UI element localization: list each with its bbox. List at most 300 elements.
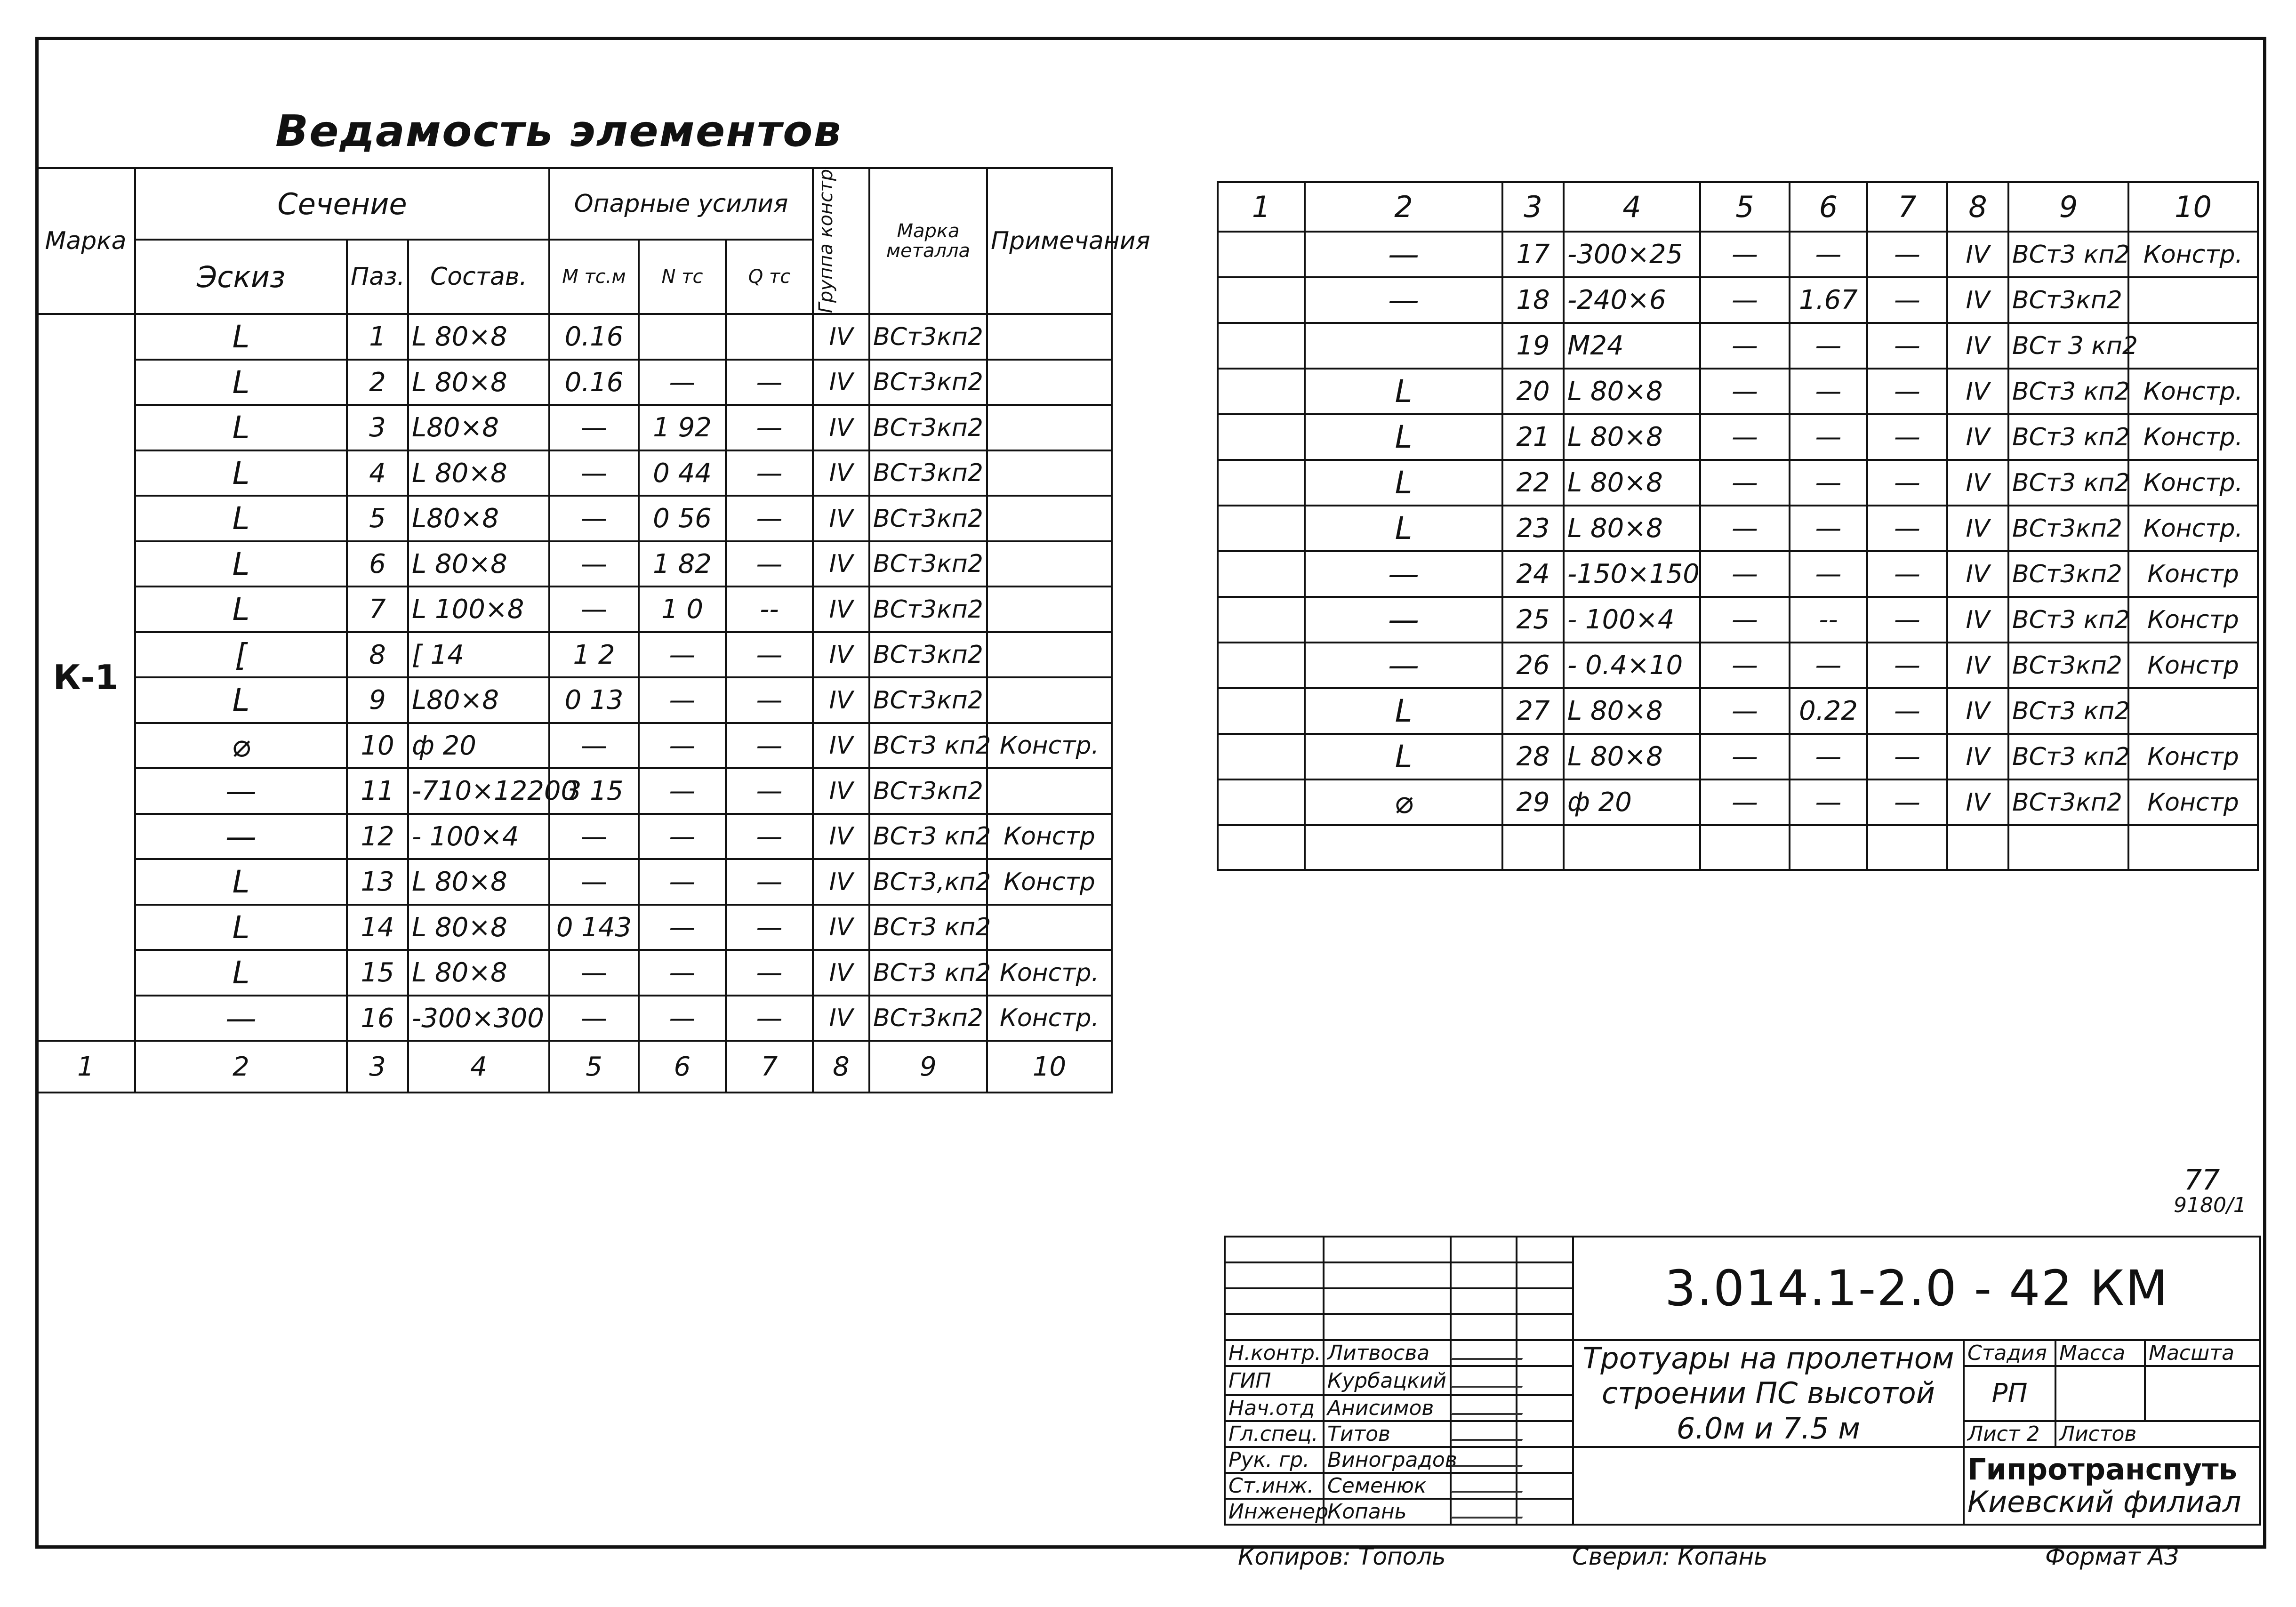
- m-cell: —: [549, 723, 639, 769]
- signature-mark: [1452, 1477, 1528, 1493]
- n-cell: —: [639, 677, 726, 723]
- sketch-cell: —: [1305, 597, 1502, 643]
- note-cell: [2128, 688, 2258, 734]
- note-cell: Констр: [2128, 779, 2258, 825]
- note-cell: [987, 632, 1112, 678]
- pos-cell: 6: [347, 541, 408, 587]
- table-row: [36, 768, 1112, 814]
- sketch-cell: L: [135, 859, 347, 905]
- table-row: [36, 314, 1112, 360]
- metal-cell: ВСт3кп2: [869, 450, 987, 496]
- signature-row: [1225, 1340, 2260, 1366]
- q-cell: —: [726, 859, 813, 905]
- sketch-cell: L: [1305, 414, 1502, 460]
- sketch-cell: L: [135, 950, 347, 996]
- pos-cell: 25: [1502, 597, 1564, 643]
- m-cell: 0 13: [549, 677, 639, 723]
- n-cell: --: [1790, 597, 1867, 643]
- pos-cell: 11: [347, 768, 408, 814]
- q-cell: --: [726, 587, 813, 632]
- header-composition: Состав.: [408, 240, 549, 314]
- mass-value: [2055, 1366, 2145, 1421]
- composition-cell: -300×300: [408, 996, 549, 1041]
- group-cell: IV: [813, 360, 869, 405]
- composition-cell: L 80×8: [408, 314, 549, 360]
- header-metal: Марка металла: [869, 168, 987, 314]
- pos-cell: 18: [1502, 277, 1564, 323]
- header-m: M тс.м: [549, 240, 639, 314]
- sketch-cell: —: [1305, 643, 1502, 688]
- note-cell: Констр: [2128, 643, 2258, 688]
- signature-row: [1225, 1447, 2260, 1473]
- sketch-cell: L: [1305, 688, 1502, 734]
- table-row: [36, 723, 1112, 769]
- metal-cell: ВСт3кп2: [2008, 506, 2128, 551]
- table-row: [1218, 779, 2258, 825]
- signature-mark: [1452, 1372, 1528, 1388]
- q-cell: —: [1867, 369, 1947, 414]
- metal-cell: ВСт3 кп2: [869, 905, 987, 950]
- empty-cell: [1947, 825, 2008, 870]
- group-cell: IV: [813, 496, 869, 541]
- mark-cell: [1218, 277, 1305, 323]
- composition-cell: - 100×4: [408, 814, 549, 860]
- pos-cell: 19: [1502, 323, 1564, 369]
- mark-cell: [1218, 506, 1305, 551]
- signature: [1451, 1499, 1517, 1525]
- pos-cell: 2: [347, 360, 408, 405]
- group-cell: IV: [1947, 323, 2008, 369]
- sketch-cell: [: [135, 632, 347, 678]
- column-number: 8: [1947, 182, 2008, 232]
- q-cell: —: [1867, 597, 1947, 643]
- metal-cell: ВСт3кп2: [2008, 551, 2128, 597]
- q-cell: —: [726, 814, 813, 860]
- q-cell: —: [1867, 277, 1947, 323]
- drawing-description: Тротуары на пролетном строении ПС высотой 6.0м и 7.5 м: [1573, 1340, 1964, 1447]
- header-pos: Паз.: [347, 240, 408, 314]
- composition-cell: M24: [1564, 323, 1700, 369]
- metal-cell: ВСт3кп2: [869, 360, 987, 405]
- q-cell: —: [726, 450, 813, 496]
- composition-cell: L 80×8: [408, 859, 549, 905]
- m-cell: —: [549, 950, 639, 996]
- pos-cell: 8: [347, 632, 408, 678]
- note-cell: Констр.: [987, 950, 1112, 996]
- empty-cell: [1867, 825, 1947, 870]
- column-number: 4: [1564, 182, 1700, 232]
- sketch-cell: —: [1305, 551, 1502, 597]
- right-header-row: [1218, 182, 2258, 232]
- table-row: [1218, 597, 2258, 643]
- note-cell: [987, 314, 1112, 360]
- column-number: 7: [1867, 182, 1947, 232]
- m-cell: —: [1700, 779, 1790, 825]
- signature: [1451, 1340, 1517, 1366]
- header-note: Примечания: [987, 168, 1112, 314]
- m-cell: —: [1700, 597, 1790, 643]
- pos-cell: 1: [347, 314, 408, 360]
- group-cell: IV: [813, 859, 869, 905]
- table-row: [36, 996, 1112, 1041]
- n-cell: —: [639, 996, 726, 1041]
- group-cell: IV: [1947, 688, 2008, 734]
- group-cell: IV: [1947, 506, 2008, 551]
- pos-cell: 29: [1502, 779, 1564, 825]
- m-cell: —: [549, 405, 639, 450]
- table-row: [36, 450, 1112, 496]
- group-cell: IV: [813, 587, 869, 632]
- group-cell: IV: [1947, 277, 2008, 323]
- m-cell: —: [1700, 414, 1790, 460]
- metal-cell: ВСт3кп2: [869, 768, 987, 814]
- group-cell: IV: [813, 905, 869, 950]
- elements-table-right: [1217, 181, 2259, 871]
- n-cell: 0 56: [639, 496, 726, 541]
- m-cell: 3 15: [549, 768, 639, 814]
- q-cell: —: [726, 723, 813, 769]
- empty-cell: [1700, 825, 1790, 870]
- table-row: [36, 587, 1112, 632]
- sketch-cell: L: [135, 405, 347, 450]
- table-row: [36, 905, 1112, 950]
- footer-row: [36, 1041, 1112, 1093]
- header-group: Группа констр: [813, 168, 869, 314]
- metal-cell: ВСт3кп2: [869, 405, 987, 450]
- composition-cell: L 80×8: [408, 450, 549, 496]
- person-name: Курбацкий: [1324, 1366, 1451, 1395]
- mark-cell: [1218, 597, 1305, 643]
- n-cell: —: [639, 814, 726, 860]
- signature-mark: [1452, 1503, 1528, 1519]
- m-cell: —: [1700, 369, 1790, 414]
- mark-cell: [1218, 688, 1305, 734]
- pos-cell: 5: [347, 496, 408, 541]
- composition-cell: L 80×8: [1564, 734, 1700, 779]
- note-cell: Констр.: [987, 996, 1112, 1041]
- m-cell: —: [549, 450, 639, 496]
- table-row: [1218, 734, 2258, 779]
- pos-cell: 4: [347, 450, 408, 496]
- n-cell: —: [639, 905, 726, 950]
- n-cell: 0 44: [639, 450, 726, 496]
- column-number: 6: [639, 1041, 726, 1093]
- composition-cell: L 80×8: [1564, 506, 1700, 551]
- mark-cell: [1218, 643, 1305, 688]
- composition-cell: L 80×8: [1564, 369, 1700, 414]
- m-cell: —: [1700, 460, 1790, 506]
- note-cell: [987, 677, 1112, 723]
- role-label: Ст.инж.: [1225, 1473, 1324, 1499]
- empty-cell: [2128, 825, 2258, 870]
- n-cell: —: [1790, 323, 1867, 369]
- signature: [1451, 1447, 1517, 1473]
- sketch-cell: L: [135, 541, 347, 587]
- header-sketch: Эскиз: [135, 240, 347, 314]
- n-cell: —: [1790, 779, 1867, 825]
- metal-cell: ВСт3кп2: [869, 496, 987, 541]
- note-cell: [987, 496, 1112, 541]
- note-cell: [987, 360, 1112, 405]
- n-cell: —: [1790, 551, 1867, 597]
- mark-cell: [1218, 551, 1305, 597]
- metal-cell: ВСт3 кп2: [869, 723, 987, 769]
- pos-cell: 7: [347, 587, 408, 632]
- metal-cell: ВСт3 кп2: [2008, 734, 2128, 779]
- pos-cell: 24: [1502, 551, 1564, 597]
- sketch-cell: [1305, 323, 1502, 369]
- table-row: [36, 360, 1112, 405]
- column-number: 1: [1218, 182, 1305, 232]
- composition-cell: L 80×8: [408, 905, 549, 950]
- scale-value: [2145, 1366, 2260, 1421]
- note-cell: Констр.: [2128, 232, 2258, 277]
- n-cell: 1 92: [639, 405, 726, 450]
- metal-cell: ВСт3кп2: [869, 996, 987, 1041]
- role-label: Нач.отд: [1225, 1395, 1324, 1421]
- q-cell: —: [726, 768, 813, 814]
- signature-mark: [1452, 1399, 1528, 1415]
- metal-cell: ВСт3 кп2: [2008, 414, 2128, 460]
- column-number: 5: [1700, 182, 1790, 232]
- composition-cell: [ 14: [408, 632, 549, 678]
- note-cell: Констр: [2128, 551, 2258, 597]
- metal-cell: ВСт3 кп2: [2008, 460, 2128, 506]
- empty-cell: [2008, 825, 2128, 870]
- column-number: 9: [869, 1041, 987, 1093]
- table-row: [36, 632, 1112, 678]
- m-cell: 0 143: [549, 905, 639, 950]
- q-cell: —: [1867, 734, 1947, 779]
- composition-cell: L 80×8: [1564, 688, 1700, 734]
- table-row: [36, 859, 1112, 905]
- m-cell: —: [1700, 323, 1790, 369]
- note-cell: Констр.: [2128, 414, 2258, 460]
- group-cell: IV: [1947, 551, 2008, 597]
- table-row: [1218, 277, 2258, 323]
- m-cell: —: [549, 859, 639, 905]
- note-cell: Констр: [2128, 597, 2258, 643]
- mark-cell: [1218, 460, 1305, 506]
- pos-cell: 14: [347, 905, 408, 950]
- q-cell: —: [1867, 779, 1947, 825]
- sketch-cell: —: [135, 996, 347, 1041]
- sheets-label: Листов: [2055, 1421, 2260, 1447]
- n-cell: —: [1790, 734, 1867, 779]
- empty-cell: [1305, 825, 1502, 870]
- composition-cell: L 80×8: [408, 541, 549, 587]
- mark-cell: [1218, 323, 1305, 369]
- composition-cell: - 100×4: [1564, 597, 1700, 643]
- n-cell: 0.22: [1790, 688, 1867, 734]
- pos-cell: 26: [1502, 643, 1564, 688]
- role-label: ГИП: [1225, 1366, 1324, 1395]
- mark-cell: [1218, 232, 1305, 277]
- note-cell: [987, 905, 1112, 950]
- metal-cell: ВСт3,кп2: [869, 859, 987, 905]
- note-cell: [987, 450, 1112, 496]
- sketch-cell: L: [1305, 369, 1502, 414]
- note-cell: [987, 541, 1112, 587]
- metal-cell: ВСт3 кп2: [869, 950, 987, 996]
- m-cell: 1 2: [549, 632, 639, 678]
- metal-cell: ВСт3кп2: [2008, 643, 2128, 688]
- mark-cell: [1218, 414, 1305, 460]
- elements-table-left: [35, 167, 1150, 1093]
- sketch-cell: L: [135, 314, 347, 360]
- signature: [1451, 1366, 1517, 1395]
- sketch-cell: L: [1305, 506, 1502, 551]
- m-cell: —: [1700, 232, 1790, 277]
- column-number: 2: [1305, 182, 1502, 232]
- group-cell: IV: [813, 405, 869, 450]
- q-cell: —: [726, 996, 813, 1041]
- group-cell: IV: [1947, 414, 2008, 460]
- empty-cell: [1502, 825, 1564, 870]
- n-cell: —: [1790, 506, 1867, 551]
- header-mark: Марка: [36, 168, 135, 314]
- pos-cell: 28: [1502, 734, 1564, 779]
- pos-cell: 10: [347, 723, 408, 769]
- header-forces: Опарные усилия: [549, 168, 813, 240]
- person-name: Анисимов: [1324, 1395, 1451, 1421]
- column-number: 10: [987, 1041, 1112, 1093]
- sketch-cell: —: [135, 768, 347, 814]
- n-cell: —: [639, 723, 726, 769]
- composition-cell: L 80×8: [408, 950, 549, 996]
- q-cell: —: [726, 950, 813, 996]
- q-cell: —: [726, 677, 813, 723]
- q-cell: —: [1867, 506, 1947, 551]
- n-cell: —: [1790, 460, 1867, 506]
- composition-cell: ф 20: [408, 723, 549, 769]
- q-cell: —: [1867, 232, 1947, 277]
- q-cell: —: [1867, 688, 1947, 734]
- column-number: 6: [1790, 182, 1867, 232]
- pos-cell: 20: [1502, 369, 1564, 414]
- group-cell: IV: [813, 314, 869, 360]
- column-number: 4: [408, 1041, 549, 1093]
- document-code: 3.014.1-2.0 - 42 КМ: [1573, 1237, 2260, 1340]
- m-cell: —: [1700, 277, 1790, 323]
- mark-cell: [1218, 369, 1305, 414]
- mark-value: К-1: [36, 314, 135, 1041]
- group-cell: IV: [813, 450, 869, 496]
- metal-cell: ВСт3кп2: [869, 314, 987, 360]
- table-row: [1218, 506, 2258, 551]
- checked-by: Сверил: Копань: [1572, 1543, 1768, 1570]
- group-cell: IV: [813, 677, 869, 723]
- q-cell: —: [726, 905, 813, 950]
- q-cell: —: [1867, 323, 1947, 369]
- person-name: Семенюк: [1324, 1473, 1451, 1499]
- pos-cell: 9: [347, 677, 408, 723]
- metal-cell: ВСт3 кп2: [2008, 688, 2128, 734]
- q-cell: [726, 314, 813, 360]
- sketch-cell: L: [135, 677, 347, 723]
- sheet-code: 9180/1: [2174, 1193, 2247, 1217]
- metal-cell: ВСт3 кп2: [2008, 369, 2128, 414]
- m-cell: —: [549, 587, 639, 632]
- group-cell: IV: [813, 541, 869, 587]
- table-row: [36, 541, 1112, 587]
- n-cell: —: [639, 859, 726, 905]
- m-cell: —: [1700, 734, 1790, 779]
- composition-cell: L80×8: [408, 496, 549, 541]
- person-name: Титов: [1324, 1421, 1451, 1447]
- metal-cell: ВСт3кп2: [869, 632, 987, 678]
- composition-cell: L 80×8: [408, 360, 549, 405]
- table-row: [1218, 460, 2258, 506]
- role-label: Н.контр.: [1225, 1340, 1324, 1366]
- pos-cell: 16: [347, 996, 408, 1041]
- table-row: [1218, 232, 2258, 277]
- pos-cell: 22: [1502, 460, 1564, 506]
- note-cell: Констр.: [2128, 506, 2258, 551]
- empty-block: [1573, 1447, 1964, 1525]
- signature-mark: [1452, 1425, 1528, 1441]
- composition-cell: - 0.4×10: [1564, 643, 1700, 688]
- copied-by: Копиров: Тополь: [1238, 1543, 1446, 1570]
- organization: [1964, 1447, 2260, 1525]
- sketch-cell: L: [135, 496, 347, 541]
- group-cell: IV: [1947, 779, 2008, 825]
- mass-label: Масса: [2055, 1340, 2145, 1366]
- m-cell: —: [549, 541, 639, 587]
- metal-cell: ВСт3 кп2: [869, 814, 987, 860]
- n-cell: —: [1790, 643, 1867, 688]
- q-cell: —: [726, 405, 813, 450]
- pos-cell: 12: [347, 814, 408, 860]
- sketch-cell: L: [135, 360, 347, 405]
- paper-format: Формат А3: [2045, 1543, 2179, 1570]
- metal-cell: ВСт3 кп2: [2008, 597, 2128, 643]
- sheet-label: Лист 2: [1964, 1421, 2055, 1447]
- sketch-cell: —: [1305, 232, 1502, 277]
- group-cell: IV: [813, 814, 869, 860]
- pos-cell: 23: [1502, 506, 1564, 551]
- group-cell: IV: [1947, 597, 2008, 643]
- signature: [1451, 1473, 1517, 1499]
- q-cell: —: [1867, 414, 1947, 460]
- page-number: 77: [2184, 1164, 2220, 1197]
- metal-cell: ВСт3кп2: [2008, 779, 2128, 825]
- empty-row: [1218, 825, 2258, 870]
- sheet-title: Ведамость элементов: [275, 106, 842, 156]
- composition-cell: -300×25: [1564, 232, 1700, 277]
- header-section: Сечение: [135, 168, 549, 240]
- note-cell: [987, 405, 1112, 450]
- n-cell: —: [639, 360, 726, 405]
- m-cell: —: [1700, 688, 1790, 734]
- table-row: [1218, 643, 2258, 688]
- sketch-cell: L: [1305, 734, 1502, 779]
- m-cell: 0.16: [549, 314, 639, 360]
- column-number: 5: [549, 1041, 639, 1093]
- table-row: [36, 496, 1112, 541]
- empty-cell: [1218, 825, 1305, 870]
- mark-cell: [1218, 779, 1305, 825]
- q-cell: —: [726, 541, 813, 587]
- note-cell: Констр.: [2128, 460, 2258, 506]
- pos-cell: 3: [347, 405, 408, 450]
- q-cell: —: [1867, 460, 1947, 506]
- group-cell: IV: [1947, 460, 2008, 506]
- group-cell: IV: [813, 723, 869, 769]
- group-cell: IV: [1947, 734, 2008, 779]
- sketch-cell: ⌀: [1305, 779, 1502, 825]
- group-cell: IV: [813, 996, 869, 1041]
